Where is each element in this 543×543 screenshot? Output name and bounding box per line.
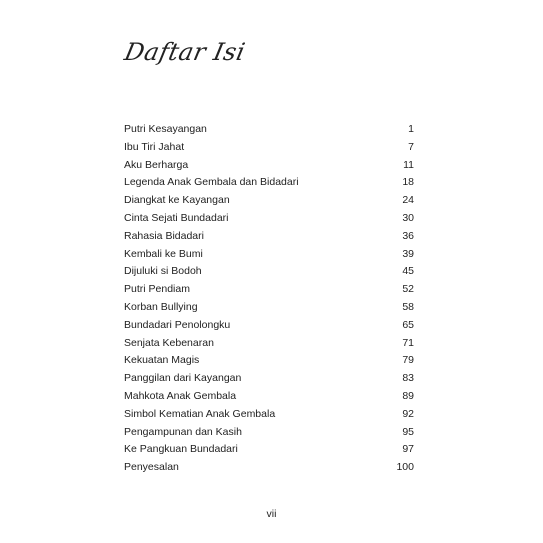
toc-entry-page: 1 <box>408 123 414 135</box>
toc-entry-page: 30 <box>402 211 414 224</box>
page-number: vii <box>266 508 277 520</box>
toc-entry <box>124 406 414 424</box>
toc-entry-page: 95 <box>402 425 414 438</box>
toc-entry-page: 58 <box>402 300 414 313</box>
toc-entry-page: 97 <box>402 443 414 456</box>
toc-entry <box>124 281 414 299</box>
toc-entry-title: Ke Pangkuan Bundadari <box>124 443 238 456</box>
toc-entry-title: Mahkota Anak Gembala <box>124 389 237 402</box>
toc-entry <box>124 335 414 353</box>
toc-entry-page: 45 <box>402 265 414 278</box>
toc-entry-page: 18 <box>402 176 414 189</box>
toc-entry-title: Panggilan dari Kayangan <box>124 372 242 385</box>
table-of-contents <box>124 121 414 477</box>
toc-entry-title: Aku Berharga <box>124 158 189 171</box>
toc-entry <box>124 370 414 388</box>
toc-entry-page: 100 <box>396 461 414 474</box>
toc-entry-title: Putri Kesayangan <box>124 123 207 135</box>
toc-entry-page: 36 <box>402 229 414 242</box>
toc-entry <box>124 424 414 442</box>
toc-entry-title: Pengampunan dan Kasih <box>124 425 242 438</box>
toc-entry-page: 79 <box>402 354 414 367</box>
toc-entry-page: 52 <box>402 283 414 296</box>
toc-entry <box>124 174 414 192</box>
toc-entry-title: Cinta Sejati Bundadari <box>124 211 229 224</box>
toc-entry <box>124 157 414 175</box>
toc-entry <box>124 246 414 264</box>
toc-entry <box>124 192 414 210</box>
toc-entry-title: Senjata Kebenaran <box>124 336 214 349</box>
page-title: Daftar Isi <box>122 38 248 66</box>
toc-entry <box>124 121 414 139</box>
toc-entry-title: Rahasia Bidadari <box>124 229 204 242</box>
toc-entry-page: 11 <box>403 158 414 171</box>
toc-entry <box>124 317 414 335</box>
toc-entry-title: Korban Bullying <box>124 300 198 313</box>
toc-entry <box>124 210 414 228</box>
toc-entry <box>124 299 414 317</box>
toc-entry-title: Diangkat ke Kayangan <box>124 194 230 207</box>
toc-entry-page: 71 <box>402 336 414 349</box>
toc-entry-title: Kekuatan Magis <box>124 354 200 367</box>
toc-entry-title: Simbol Kematian Anak Gembala <box>124 407 276 420</box>
toc-entry-title: Legenda Anak Gembala dan Bidadari <box>124 176 299 189</box>
toc-entry <box>124 459 414 477</box>
toc-entry-page: 39 <box>402 247 414 260</box>
toc-entry-page: 89 <box>402 389 414 402</box>
toc-entry <box>124 441 414 459</box>
toc-entry <box>124 352 414 370</box>
toc-entry-page: 7 <box>408 140 414 153</box>
toc-entry <box>124 228 414 246</box>
toc-entry-title: Ibu Tiri Jahat <box>124 140 185 153</box>
toc-entry-title: Penyesalan <box>124 461 179 474</box>
toc-entry-title: Bundadari Penolongku <box>124 318 231 331</box>
toc-entry-page: 92 <box>402 407 414 420</box>
toc-entry <box>124 139 414 157</box>
toc-entry-title: Putri Pendiam <box>124 283 190 296</box>
toc-entry-title: Dijuluki si Bodoh <box>124 265 202 278</box>
toc-entry-page: 83 <box>402 372 414 385</box>
toc-entry-title: Kembali ke Bumi <box>124 247 203 260</box>
toc-entry <box>124 263 414 281</box>
toc-entry-page: 65 <box>402 318 414 331</box>
toc-entry <box>124 388 414 406</box>
toc-entry-page: 24 <box>402 194 414 207</box>
